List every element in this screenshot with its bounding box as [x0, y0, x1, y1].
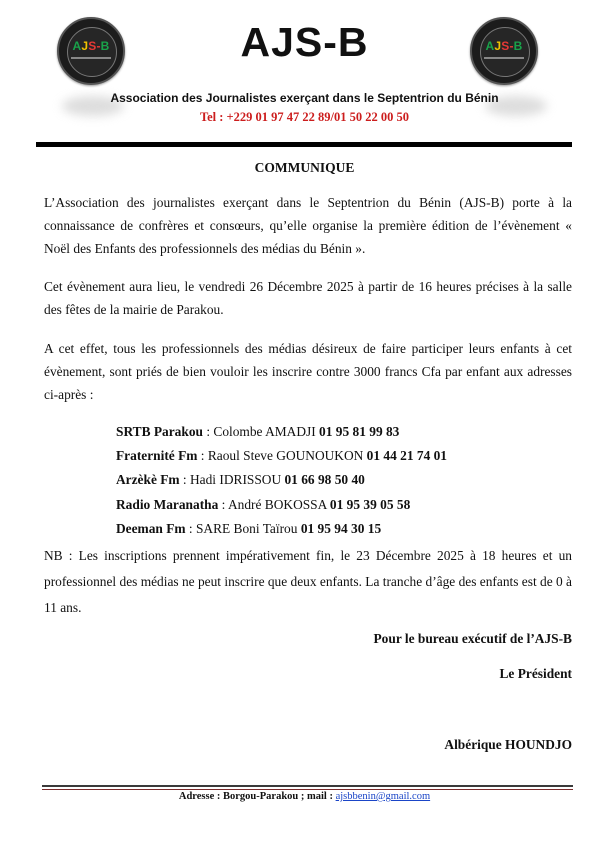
- logo-mark-text: AJS-B: [72, 39, 110, 53]
- paragraph-announcement: L’Association des journalistes exerçant dans le Septentrion du Bénin (AJS-B) porte à la connaissance de confrères et consœurs, qu’elle organise la première édition de l’évènement « Noël des Enfants des professionnels des médias du Bénin ».: [44, 195, 572, 256]
- contact-person: SARE Boni Taïrou: [195, 521, 301, 536]
- signature-name: Albérique HOUNDJO: [444, 737, 572, 752]
- contact-phone: 01 66 98 50 40: [284, 472, 365, 487]
- nota-bene: NB : Les inscriptions prennent impérativement fin, le 23 Décembre 2025 à 18 heures et un professionnel des médias ne peut inscrire que deux enfants. La tranche d’âge des enfants est de 0 à 11 ans.: [44, 548, 572, 615]
- signature-bureau: Pour le bureau exécutif de l’AJS-B: [373, 631, 572, 646]
- contact-srtb-parakou: SRTB Parakou : Colombe AMADJI 01 95 81 99 83: [116, 424, 400, 439]
- contact-person: Hadi IDRISSOU: [190, 472, 285, 487]
- contact-media: Deeman Fm: [116, 521, 186, 536]
- signature-role: Le Président: [499, 666, 572, 681]
- telephone-line: Tel : +229 01 97 47 22 89/01 50 22 00 50: [199, 110, 410, 124]
- contact-media: Arzèkè Fm: [116, 472, 180, 487]
- contact-media: Fraternité Fm: [116, 448, 198, 463]
- document-title: COMMUNIQUE: [254, 160, 355, 175]
- contact-phone: 01 95 94 30 15: [300, 521, 382, 536]
- contact-person: André BOKOSSA: [227, 497, 330, 512]
- contact-fraternite-fm: Fraternité Fm : Raoul Steve GOUNOUKON 01 44 21 74 01: [116, 448, 447, 463]
- footer-address: Adresse : Borgou-Parakou ; mail : ajsbbenin@gmail.com: [178, 791, 431, 802]
- contact-phone: 01 95 39 05 58: [329, 497, 411, 512]
- association-name: Association des Journalistes exerçant dans le Septentrion du Bénin: [110, 91, 499, 105]
- header-divider: [36, 142, 572, 147]
- footer-divider-thin: [42, 789, 573, 790]
- contact-phone: 01 95 81 99 83: [319, 424, 400, 439]
- contact-media: Radio Maranatha: [116, 497, 219, 512]
- contact-radio-maranatha: Radio Maranatha : André BOKOSSA 01 95 39 05 58: [116, 497, 411, 512]
- contact-arzeke-fm: Arzèkè Fm : Hadi IDRISSOU 01 66 98 50 40: [116, 472, 365, 487]
- brand-title: AJS-B: [240, 19, 369, 65]
- email-link[interactable]: ajsbbenin@gmail.com: [335, 791, 431, 802]
- paragraph-date-venue: Cet évènement aura lieu, le vendredi 26 Décembre 2025 à partir de 16 heures précises à la salle des fêtes de la mairie de Parakou.: [44, 279, 572, 317]
- contact-phone: 01 44 21 74 01: [366, 448, 447, 463]
- contact-deeman-fm: Deeman Fm : SARE Boni Taïrou 01 95 94 30 15: [116, 521, 382, 536]
- footer-divider: [42, 785, 573, 787]
- paragraph-registration: A cet effet, tous les professionnels des médias désireux de faire participer leurs enfants à cet évènement, sont priés de bien vouloir les inscrire contre 3000 francs Cfa par enfant aux adresses ci-après :: [44, 341, 572, 402]
- contact-media: SRTB Parakou: [116, 424, 203, 439]
- contact-person: Colombe AMADJI: [213, 424, 320, 439]
- contact-person: Raoul Steve GOUNOUKON: [207, 448, 367, 463]
- logo-mark-text: AJS-B: [485, 39, 523, 53]
